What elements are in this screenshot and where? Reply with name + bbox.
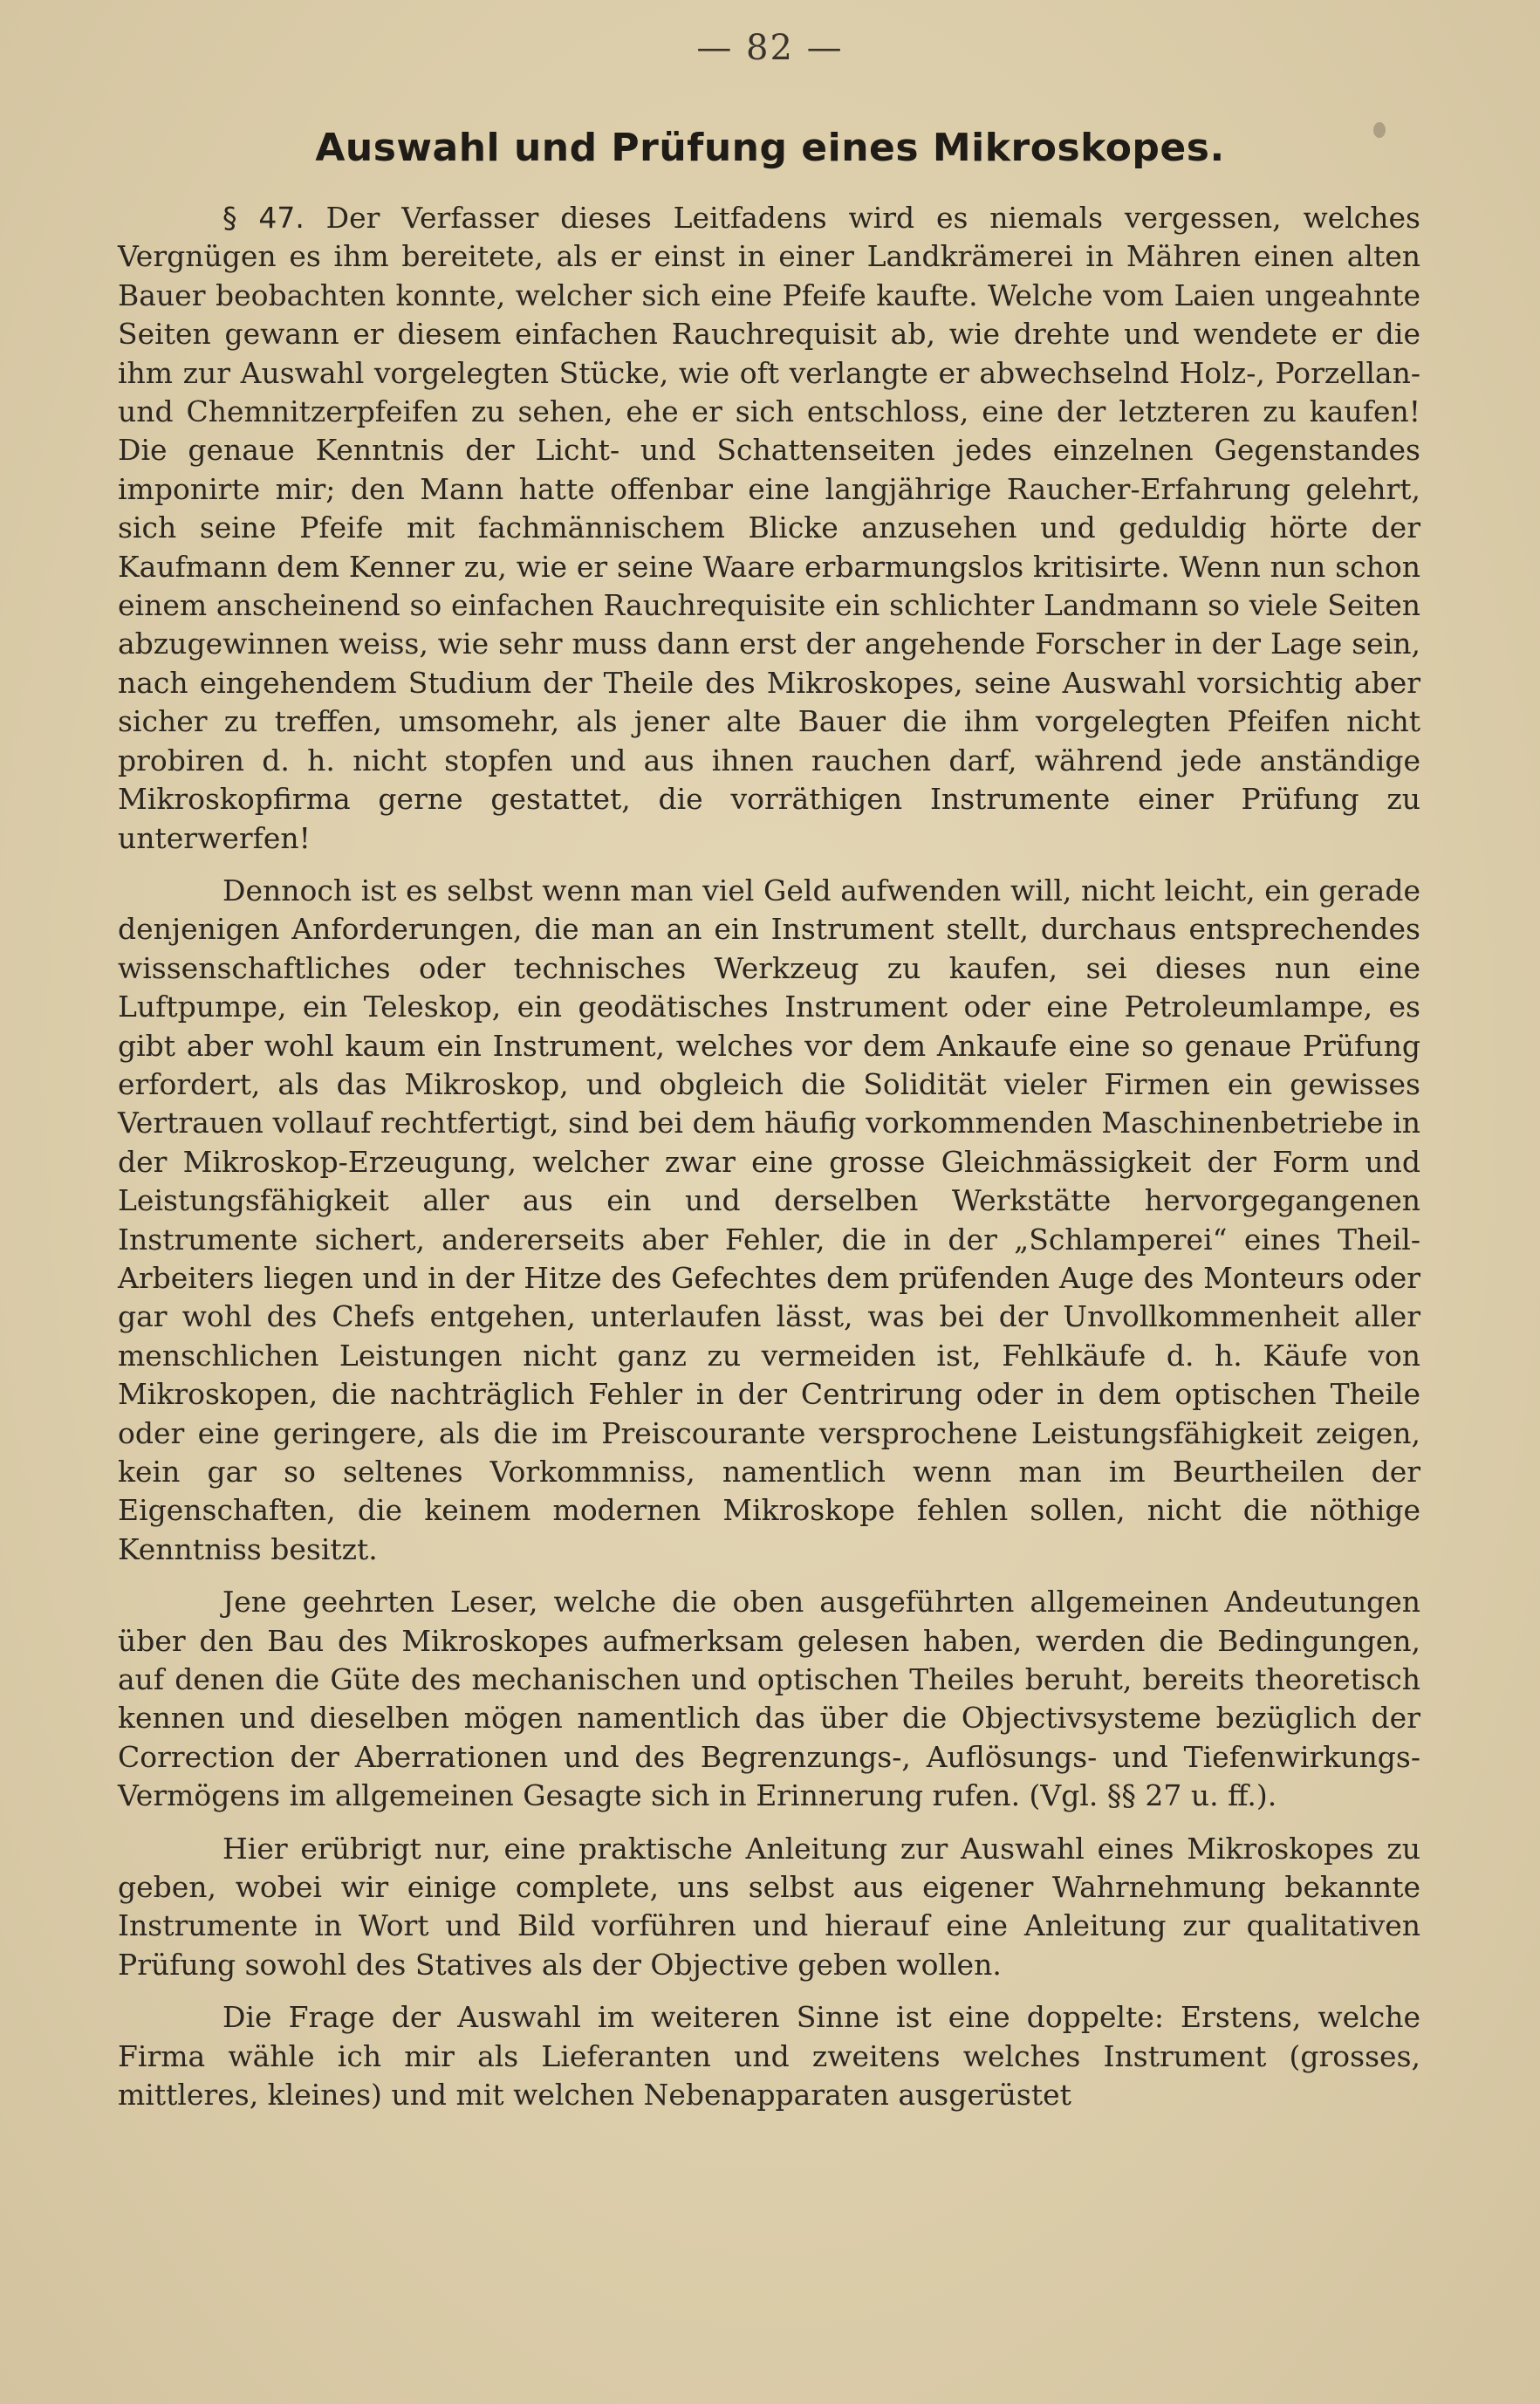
chapter-heading: Auswahl und Prüfung eines Mikroskopes. [315, 126, 1225, 170]
paragraph-1-text: Der Verfasser dieses Leitfadens wird es niemals vergessen, welches Vergnügen es ihm bereitete, als er einst in einer Landkrämerei in Mähren einen alten Bauer beobachten konnte, welcher sich eine Pfeife kaufte. Welche vom Laien ungeahnte Seiten gewann er diesem einfachen Rauchrequisit ab, wie drehte und wendete er die ihm zur Auswahl vorgelegten Stücke, wie oft verlangte er abwechselnd Holz-, Porzellan- und Chemnitzerpfeifen zu sehen, ehe er sich entschloss, eine der letzteren zu kaufen! Die genaue Kenntnis der Licht- und Schattenseiten jedes einzelnen Gegenstandes imponirte mir; den Mann hatte offenbar eine langjährige Raucher-Erfahrung gelehrt, sich seine Pfeife mit fachmännischem Blicke anzusehen und geduldig hörte der Kaufmann dem Kenner zu, wie er seine Waare erbarmungslos kritisirte. Wenn nun schon einem anscheinend so einfachen Rauchrequisite ein schlichter Landmann so viele Seiten abzugewinnen weiss, wie sehr muss dann erst der angehende Forscher in der Lage sein, nach eingehendem Studium der Theile des Mikroskopes, seine Auswahl vorsichtig aber sicher zu treffen, umsomehr, als jener alte Bauer die ihm vorgelegten Pfeifen nicht probiren d. h. nicht stopfen und aus ihnen rauchen darf, während jede anständige Mikroskopfirma gerne gestattet, die vorräthigen Instrumente einer Prüfung zu unterwerfen! [118, 201, 1420, 855]
section-number: § 47. [222, 201, 305, 235]
paragraph-3: Jene geehrten Leser, welche die oben ausgeführten allgemeinen Andeutungen über den Bau des Mikroskopes aufmerksam gelesen haben, werden die Bedingungen, auf denen die Güte des mechanischen und optischen Theiles beruht, bereits theoretisch kennen und dieselben mögen namentlich das über die Objectivsysteme bezüglich der Correction der Aberrationen und des Begrenzungs-, Auflösungs- und Tiefenwirkungs-Vermögens im allgemeinen Gesagte sich in Erinnerung rufen. (Vgl. §§ 27 u. ff.). [118, 1585, 1420, 1813]
paragraph-4: Hier erübrigt nur, eine praktische Anleitung zur Auswahl eines Mikroskopes zu geben, wobei wir einige complete, uns selbst aus eigener Wahrnehmung bekannte Instrumente in Wort und Bild vorführen und hierauf eine Anleitung zur qualitativen Prüfung sowohl des Statives als der Objective geben wollen. [118, 1831, 1420, 1982]
paragraph-1 [118, 199, 1420, 858]
body-text [118, 199, 1420, 2115]
paragraph-5: Die Frage der Auswahl im weiteren Sinne ist eine doppelte: Erstens, welche Firma wähle ich mir als Lieferanten und zweitens welches Instrument (grosses, mittleres, kleines) und mit welchen Nebenapparaten ausgerüstet [118, 2000, 1420, 2113]
page-number: — 82 — [696, 28, 844, 68]
paragraph-2: Dennoch ist es selbst wenn man viel Geld aufwenden will, nicht leicht, ein gerade denjenigen Anforderungen, die man an ein Instrument stellt, durchaus entsprechendes wissenschaftliches oder technisches Werkzeug zu kaufen, sei dieses nun eine Luftpumpe, ein Teleskop, ein geodätisches Instrument oder eine Petroleumlampe, es gibt aber wohl kaum ein Instrument, welches vor dem Ankaufe eine so genaue Prüfung erfordert, als das Mikroskop, und obgleich die Solidität vieler Firmen ein gewisses Vertrauen vollauf rechtfertigt, sind bei dem häufig vorkommenden Maschinenbetriebe in der Mikroskop-Erzeugung, welcher zwar eine grosse Gleichmässigkeit der Form und Leistungsfähigkeit aller aus ein und derselben Werkstätte hervorgegangenen Instrumente sichert, andererseits aber Fehler, die in der „Schlamperei“ eines Theil-Arbeiters liegen und in der Hitze des Gefechtes dem prüfenden Auge des Monteurs oder gar wohl des Chefs entgehen, unterlaufen lässt, was bei der Unvollkommenheit aller menschlichen Leistungen nicht ganz zu vermeiden ist, Fehlkäufe d. h. Käufe von Mikroskopen, die nachträglich Fehler in der Centrirung oder in dem optischen Theile oder eine geringere, als die im Preiscourante versprochene Leistungsfähigkeit zeigen, kein gar so seltenes Vorkommniss, namentlich wenn man im Beurtheilen der Eigenschaften, die keinem modernen Mikroskope fehlen sollen, nicht die nöthige Kenntniss besitzt. [118, 873, 1420, 1566]
